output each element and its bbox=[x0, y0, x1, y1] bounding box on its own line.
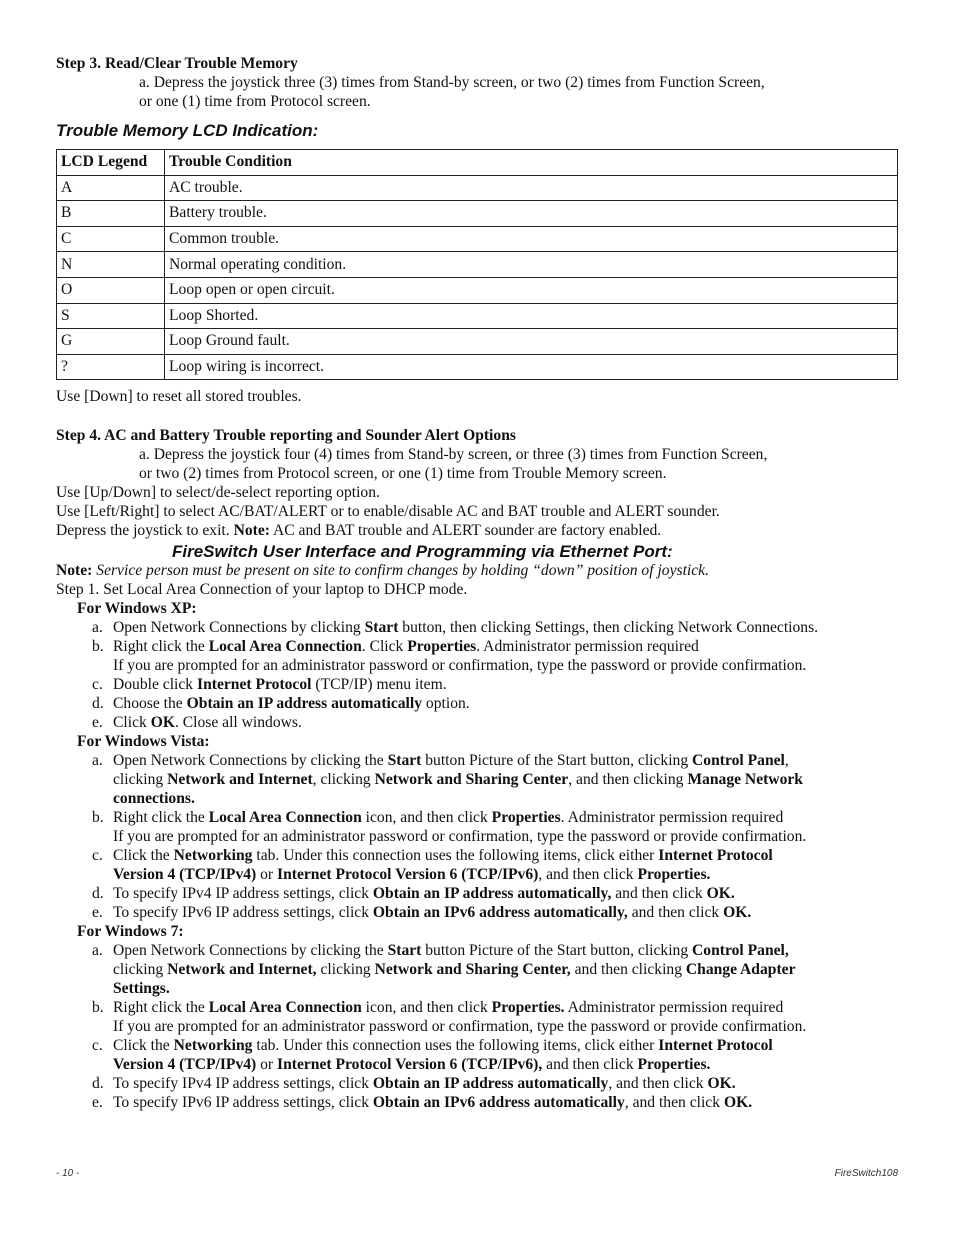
vista-step-d bbox=[56, 884, 900, 903]
bold-term: Obtain an IPv6 address automatically, bbox=[372, 904, 628, 922]
ethernet-note-label: Note: bbox=[56, 562, 93, 580]
step3-a-line2-text: or one (1) time from Protocol screen. bbox=[139, 93, 371, 110]
text-segment: tab. Under this connection uses the following items, click either bbox=[252, 847, 659, 865]
table-row bbox=[57, 277, 898, 303]
win7-step-a-cont1 bbox=[56, 960, 900, 979]
text-segment: If you are prompted for an administrator password or confirmation, type the password or provide confirmation. bbox=[113, 828, 807, 846]
item-label: d. bbox=[92, 885, 104, 903]
table-row bbox=[57, 201, 898, 227]
bold-term: Obtain an IP address automatically bbox=[186, 695, 423, 713]
xp-step-c bbox=[56, 675, 900, 694]
bold-term: For Windows 7: bbox=[77, 923, 184, 941]
bold-term: Control Panel, bbox=[692, 942, 789, 960]
text-segment: Right click the bbox=[113, 638, 209, 656]
bold-term: Internet Protocol Version 6 (TCP/IPv6) bbox=[277, 866, 539, 884]
table-row bbox=[57, 303, 898, 329]
trouble-memory-note: Use [Down] to reset all stored troubles. bbox=[56, 388, 302, 406]
vista-step-a-cont2 bbox=[56, 789, 900, 808]
bold-term: Version 4 (TCP/IPv4) bbox=[113, 1056, 257, 1074]
step4-title: Step 4. AC and Battery Trouble reporting and Sounder Alert Options bbox=[56, 427, 516, 445]
win7-step-b-cont bbox=[56, 1017, 900, 1036]
step4-a-line1: a. Depress the joystick four (4) times from Stand-by screen, or three (3) times from Function Screen, bbox=[139, 446, 768, 464]
lcd-legend-cell: B bbox=[57, 201, 165, 227]
item-label: e. bbox=[92, 714, 103, 732]
item-label: b. bbox=[92, 999, 104, 1017]
lcd-legend-cell: ? bbox=[57, 354, 165, 380]
text-segment: button Picture of the Start button, clicking bbox=[421, 752, 693, 770]
text-segment: , clicking bbox=[312, 771, 375, 789]
text-segment: and then click bbox=[611, 885, 707, 903]
vista-step-b-cont bbox=[56, 827, 900, 846]
text-segment: , and then click bbox=[608, 1075, 708, 1093]
bold-term: OK. bbox=[707, 1075, 736, 1093]
bold-term: Network and Internet, bbox=[167, 961, 317, 979]
bold-term: Local Area Connection bbox=[208, 999, 362, 1017]
text-segment: . Close all windows. bbox=[174, 714, 302, 732]
text-segment: clicking bbox=[316, 961, 375, 979]
os-instructions bbox=[56, 599, 900, 1112]
document-page bbox=[56, 54, 900, 1112]
xp-step-b-cont bbox=[56, 656, 900, 675]
trouble-condition-cell: Common trouble. bbox=[165, 226, 898, 252]
text-segment: . Administrator permission required bbox=[476, 638, 699, 656]
step4-line5-post: AC and BAT trouble and ALERT sounder are factory enabled. bbox=[269, 522, 662, 540]
item-label: e. bbox=[92, 1094, 103, 1112]
win7-step-e bbox=[56, 1093, 900, 1112]
text-segment: If you are prompted for an administrator password or confirmation, type the password or provide confirmation. bbox=[113, 1018, 807, 1036]
bold-term: connections. bbox=[113, 790, 195, 808]
bold-term: Version 4 (TCP/IPv4) bbox=[113, 866, 257, 884]
trouble-condition-cell: Battery trouble. bbox=[165, 201, 898, 227]
step4-line5-pre: Depress the joystick to exit. bbox=[56, 522, 234, 540]
bold-term: Networking bbox=[173, 1037, 253, 1055]
table-row bbox=[57, 354, 898, 380]
text-segment: clicking bbox=[113, 961, 168, 979]
text-segment: Click the bbox=[113, 847, 174, 865]
lcd-legend-cell: S bbox=[57, 303, 165, 329]
text-segment: option. bbox=[422, 695, 470, 713]
ethernet-note-text: Service person must be present on site to confirm changes by holding “down” position of joystick. bbox=[92, 562, 709, 580]
bold-term: Properties bbox=[491, 809, 561, 827]
text-segment: , and then click bbox=[538, 866, 638, 884]
bold-term: Obtain an IP address automatically bbox=[372, 1075, 609, 1093]
text-segment: (TCP/IP) menu item. bbox=[311, 676, 447, 694]
step3-title: Step 3. Read/Clear Trouble Memory bbox=[56, 55, 298, 72]
text-segment: or bbox=[256, 866, 278, 884]
trouble-table-body bbox=[57, 150, 898, 380]
item-label: a. bbox=[92, 619, 103, 637]
lcd-legend-cell: C bbox=[57, 226, 165, 252]
bold-term: Properties bbox=[407, 638, 477, 656]
xp-step-d bbox=[56, 694, 900, 713]
bold-term: Networking bbox=[173, 847, 253, 865]
item-label: a. bbox=[92, 752, 103, 770]
trouble-condition-cell: Normal operating condition. bbox=[165, 252, 898, 278]
text-segment: Right click the bbox=[113, 999, 209, 1017]
bold-term: Control Panel bbox=[692, 752, 785, 770]
step3-a-line1: a. Depress the joystick three (3) times from Stand-by screen, or two (2) times from Function Screen, bbox=[139, 74, 765, 91]
win7-step-c-cont bbox=[56, 1055, 900, 1074]
bold-term: Obtain an IP address automatically, bbox=[372, 885, 612, 903]
step4-line5 bbox=[56, 521, 900, 540]
bold-term: OK bbox=[150, 714, 175, 732]
text-segment: and then click bbox=[627, 904, 724, 922]
step4-a-line2: or two (2) times from Protocol screen, or one (1) time from Trouble Memory screen. bbox=[139, 465, 667, 483]
text-segment: Double click bbox=[113, 676, 198, 694]
text-segment: To specify IPv4 IP address settings, click bbox=[113, 1075, 373, 1093]
text-segment: , and then click bbox=[624, 1094, 724, 1112]
windows-vista-title bbox=[56, 732, 900, 751]
footer-product-name: FireSwitch108 bbox=[834, 1168, 898, 1179]
win7-step-a-cont2 bbox=[56, 979, 900, 998]
bold-term: Properties. bbox=[637, 1056, 711, 1074]
ethernet-heading: FireSwitch User Interface and Programming via Ethernet Port: bbox=[172, 542, 673, 562]
step4-note-label: Note: bbox=[233, 522, 270, 540]
vista-step-a bbox=[56, 751, 900, 770]
item-label: d. bbox=[92, 1075, 104, 1093]
text-segment: To specify IPv4 IP address settings, click bbox=[113, 885, 373, 903]
trouble-condition-cell: Loop wiring is incorrect. bbox=[165, 354, 898, 380]
table-header-cell: LCD Legend bbox=[57, 150, 165, 176]
text-segment: Choose the bbox=[113, 695, 187, 713]
xp-step-e bbox=[56, 713, 900, 732]
step4-line3: Use [Up/Down] to select/de-select reporting option. bbox=[56, 484, 380, 502]
bold-term: OK. bbox=[723, 904, 752, 922]
text-segment: . Administrator permission required bbox=[560, 809, 784, 827]
text-segment: icon, and then click bbox=[361, 999, 492, 1017]
text-segment: button Picture of the Start button, clicking bbox=[421, 942, 693, 960]
bold-term: Local Area Connection bbox=[208, 638, 362, 656]
bold-term: Network and Internet bbox=[167, 771, 313, 789]
bold-term: Internet Protocol bbox=[658, 847, 773, 865]
text-segment: Click bbox=[113, 714, 151, 732]
vista-step-b bbox=[56, 808, 900, 827]
bold-term: Network and Sharing Center, bbox=[374, 961, 571, 979]
bold-term: OK. bbox=[706, 885, 735, 903]
step3-a-line2 bbox=[56, 92, 900, 111]
text-segment: Right click the bbox=[113, 809, 209, 827]
lcd-legend-cell: G bbox=[57, 329, 165, 355]
text-segment: icon, and then click bbox=[361, 809, 492, 827]
bold-term: For Windows Vista: bbox=[77, 733, 210, 751]
text-segment: clicking bbox=[113, 771, 168, 789]
bold-term: Internet Protocol bbox=[197, 676, 312, 694]
text-segment: and then clicking bbox=[570, 961, 686, 979]
vista-step-c-cont bbox=[56, 865, 900, 884]
bold-term: Manage Network bbox=[687, 771, 803, 789]
trouble-memory-heading: Trouble Memory LCD Indication: bbox=[56, 121, 319, 140]
trouble-condition-cell: AC trouble. bbox=[165, 175, 898, 201]
text-segment: Click the bbox=[113, 1037, 174, 1055]
bold-term: Start bbox=[387, 942, 422, 960]
bold-term: Change Adapter bbox=[685, 961, 796, 979]
windows-xp-title bbox=[56, 599, 900, 618]
item-label: b. bbox=[92, 638, 104, 656]
text-segment: button, then clicking Settings, then clicking Network Connections. bbox=[398, 619, 819, 637]
bold-term: Start bbox=[387, 752, 422, 770]
item-label: e. bbox=[92, 904, 103, 922]
trouble-condition-cell: Loop open or open circuit. bbox=[165, 277, 898, 303]
trouble-condition-cell: Loop Shorted. bbox=[165, 303, 898, 329]
bold-term: Local Area Connection bbox=[208, 809, 362, 827]
trouble-memory-table bbox=[56, 149, 898, 380]
bold-term: Properties. bbox=[637, 866, 711, 884]
text-segment: and then click bbox=[542, 1056, 638, 1074]
bold-term: For Windows XP: bbox=[77, 600, 197, 618]
vista-step-c bbox=[56, 846, 900, 865]
win7-step-c bbox=[56, 1036, 900, 1055]
vista-step-a-cont1 bbox=[56, 770, 900, 789]
table-row bbox=[57, 252, 898, 278]
text-segment: tab. Under this connection uses the following items, click either bbox=[252, 1037, 659, 1055]
bold-term: Internet Protocol bbox=[658, 1037, 773, 1055]
table-row bbox=[57, 226, 898, 252]
lcd-legend-cell: A bbox=[57, 175, 165, 201]
lcd-legend-cell: O bbox=[57, 277, 165, 303]
text-segment: . Click bbox=[361, 638, 408, 656]
bold-term: Properties. bbox=[491, 999, 565, 1017]
xp-step-a bbox=[56, 618, 900, 637]
text-segment: Open Network Connections by clicking the bbox=[113, 752, 388, 770]
bold-term: Settings. bbox=[113, 980, 170, 998]
windows-7-title bbox=[56, 922, 900, 941]
item-label: d. bbox=[92, 695, 104, 713]
text-segment: To specify IPv6 IP address settings, click bbox=[113, 1094, 373, 1112]
text-segment: To specify IPv6 IP address settings, click bbox=[113, 904, 373, 922]
footer-page-number: - 10 - bbox=[56, 1168, 80, 1179]
table-header-cell: Trouble Condition bbox=[165, 150, 898, 176]
item-label: b. bbox=[92, 809, 104, 827]
win7-step-a bbox=[56, 941, 900, 960]
item-label: c. bbox=[92, 1037, 103, 1055]
text-segment: If you are prompted for an administrator password or confirmation, type the password or provide confirmation. bbox=[113, 657, 807, 675]
trouble-condition-cell: Loop Ground fault. bbox=[165, 329, 898, 355]
text-segment: Administrator permission required bbox=[564, 999, 784, 1017]
step4-line4: Use [Left/Right] to select AC/BAT/ALERT or to enable/disable AC and BAT trouble and ALERT sounder. bbox=[56, 503, 720, 521]
text-segment: , and then clicking bbox=[568, 771, 688, 789]
item-label: c. bbox=[92, 847, 103, 865]
ethernet-note bbox=[56, 561, 900, 580]
table-row bbox=[57, 329, 898, 355]
win7-step-d bbox=[56, 1074, 900, 1093]
ethernet-step1: Step 1. Set Local Area Connection of your laptop to DHCP mode. bbox=[56, 581, 468, 599]
vista-step-e bbox=[56, 903, 900, 922]
bold-term: OK. bbox=[723, 1094, 753, 1112]
text-segment: Open Network Connections by clicking bbox=[113, 619, 365, 637]
bold-term: Internet Protocol Version 6 (TCP/IPv6), bbox=[277, 1056, 543, 1074]
item-label: a. bbox=[92, 942, 103, 960]
lcd-legend-cell: N bbox=[57, 252, 165, 278]
bold-term: Start bbox=[364, 619, 399, 637]
text-segment: Open Network Connections by clicking the bbox=[113, 942, 388, 960]
win7-step-b bbox=[56, 998, 900, 1017]
table-header-row bbox=[57, 150, 898, 176]
item-label: c. bbox=[92, 676, 103, 694]
bold-term: Obtain an IPv6 address automatically bbox=[372, 1094, 625, 1112]
xp-step-b bbox=[56, 637, 900, 656]
text-segment: or bbox=[256, 1056, 278, 1074]
text-segment: , bbox=[784, 752, 789, 770]
table-row bbox=[57, 175, 898, 201]
bold-term: Network and Sharing Center bbox=[374, 771, 569, 789]
